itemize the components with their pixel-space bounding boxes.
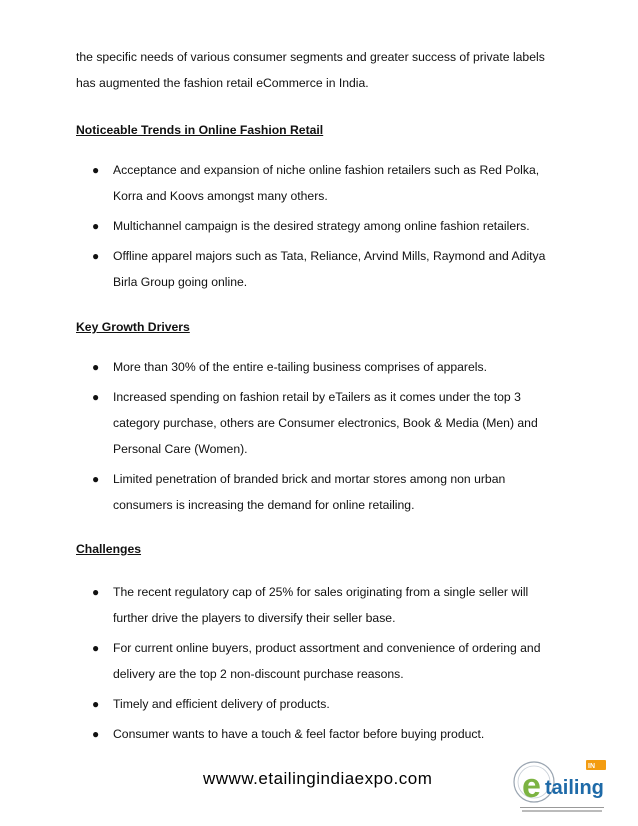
bullet-icon: ● xyxy=(92,697,100,711)
bullet-icon: ● xyxy=(92,727,100,741)
bullet-icon: ● xyxy=(92,219,100,233)
bullet-icon: ● xyxy=(92,249,100,263)
trends-heading: Noticeable Trends in Online Fashion Retail xyxy=(76,123,324,137)
trends-list xyxy=(76,157,566,299)
bullet-icon: ● xyxy=(92,472,100,486)
list-item: ● Timely and efficient delivery of products. xyxy=(76,691,566,717)
list-item: ● Limited penetration of branded brick and mortar stores among non urban consumers is increasing the demand for online retailing. xyxy=(76,466,566,518)
bullet-icon: ● xyxy=(92,585,100,599)
challenges-list xyxy=(76,579,566,751)
logo-e-letter: e xyxy=(522,767,541,805)
drivers-list xyxy=(76,354,566,522)
list-item: ● Acceptance and expansion of niche online fashion retailers such as Red Polka, Korra and Koovs amongst many others. xyxy=(76,157,566,209)
drivers-heading: Key Growth Drivers xyxy=(76,320,190,334)
svg-text:IN: IN xyxy=(588,763,595,770)
bullet-icon: ● xyxy=(92,360,100,374)
list-item: ● Offline apparel majors such as Tata, Reliance, Arvind Mills, Raymond and Aditya Birla Group going online. xyxy=(76,243,566,295)
logo-wordmark: tailing xyxy=(545,777,604,799)
challenges-heading: Challenges xyxy=(76,542,142,556)
list-item: ● For current online buyers, product assortment and convenience of ordering and delivery are the top 2 non-discount purchase reasons. xyxy=(76,635,566,687)
list-item: ● Increased spending on fashion retail by eTailers as it comes under the top 3 category purchase, others are Consumer electronics, Book & Media (Men) and Personal Care (Women). xyxy=(76,384,566,462)
list-item: ● Multichannel campaign is the desired strategy among online fashion retailers. xyxy=(76,213,566,239)
etailing-logo xyxy=(512,752,608,816)
bullet-icon: ● xyxy=(92,163,100,177)
list-item: ● More than 30% of the entire e-tailing business comprises of apparels. xyxy=(76,354,566,380)
bullet-icon: ● xyxy=(92,641,100,655)
list-item: ● Consumer wants to have a touch & feel factor before buying product. xyxy=(76,721,566,747)
bullet-icon: ● xyxy=(92,390,100,404)
intro-paragraph: the specific needs of various consumer segments and greater success of private labels has augmented the fashion retail eCommerce in India. xyxy=(76,50,545,90)
list-item: ● The recent regulatory cap of 25% for sales originating from a single seller will further drive the players to diversify their seller base. xyxy=(76,579,566,631)
footer-url-link[interactable]: wwww.etailingindiaexpo.com xyxy=(203,769,433,788)
